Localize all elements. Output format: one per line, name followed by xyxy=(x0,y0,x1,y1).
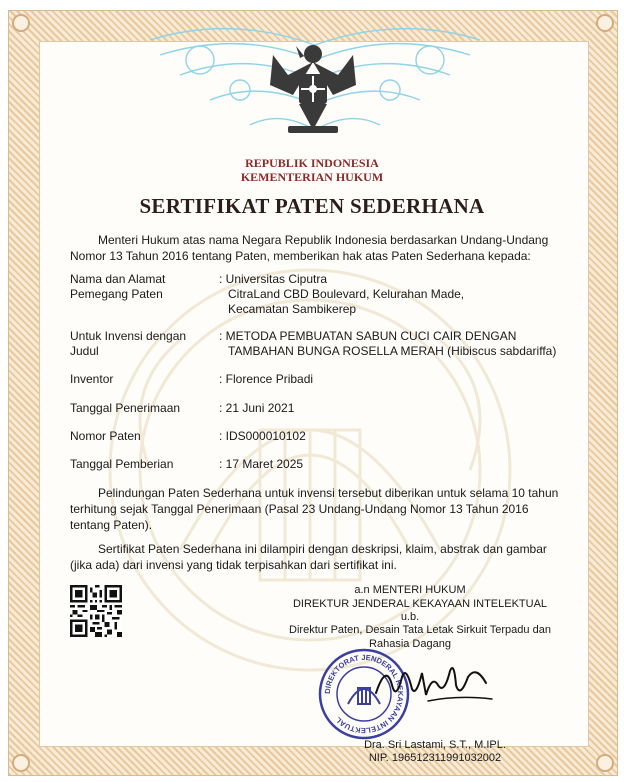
holder-value: CitraLand CBD Boulevard, Kelurahan Made, xyxy=(228,287,465,301)
ministry-heading: KEMENTERIAN HUKUM xyxy=(240,170,384,184)
patent-number-label: Nomor Paten xyxy=(70,429,141,443)
signatory-director-general: DIREKTUR JENDERAL KEKAYAAN INTELEKTUAL xyxy=(292,598,548,610)
protection-paragraph: Pelindungan Paten Sederhana untuk invensi tersebut diberikan untuk selama 10 tahun terhitung sejak Tanggal Penerimaan (Pasal 23 Undang-Undang Nomor 13 Tahun 2016 tentang Paten). xyxy=(70,486,559,532)
republic-heading: REPUBLIK INDONESIA xyxy=(245,156,379,170)
seal-text: DIREKTORAT JENDERAL KEKAYAAN INTELEKTUAL xyxy=(322,652,406,736)
intro-paragraph: Menteri Hukum atas nama Negara Republik Indonesia berdasarkan Undang-Undang Nomor 13 Tahun 2016 tentang Paten, memberikan hak atas Paten Sederhana kepada: xyxy=(70,233,549,263)
holder-value: : Universitas Ciputra xyxy=(219,272,328,286)
grant-date-label: Tanggal Pemberian xyxy=(70,457,174,471)
received-date-value: : 21 Juni 2021 xyxy=(219,401,295,415)
signatory-nip: NIP. 196512311991032002 xyxy=(368,752,502,764)
signatory-director: Direktur Paten, Desain Tata Letak Sirkuit Terpadu dan xyxy=(289,624,551,636)
page-title: SERTIFIKAT PATEN SEDERHANA xyxy=(139,194,485,218)
holder-label: Nama dan Alamat xyxy=(70,272,166,286)
grant-date-value: : 17 Maret 2025 xyxy=(219,457,304,471)
patent-number-value: : IDS000010102 xyxy=(219,429,306,443)
invention-label: Untuk Invensi dengan xyxy=(70,329,187,343)
corner-ornament xyxy=(12,754,30,772)
invention-title: : METODA PEMBUATAN SABUN CUCI CAIR DENGAN xyxy=(219,329,517,343)
qr-code-icon xyxy=(70,585,122,637)
top-edge xyxy=(0,0,624,8)
corner-ornament xyxy=(596,14,614,32)
inventor-value: : Florence Pribadi xyxy=(219,372,314,386)
inventor-label: Inventor xyxy=(70,372,114,386)
holder-label: Pemegang Paten xyxy=(70,287,163,301)
holder-value: Kecamatan Sambikerep xyxy=(228,302,357,316)
signatory-on-behalf: a.n MENTERI HUKUM xyxy=(354,584,466,596)
corner-ornament xyxy=(596,754,614,772)
received-date-label: Tanggal Penerimaan xyxy=(70,401,181,415)
attachment-paragraph: Sertifikat Paten Sederhana ini dilampiri dengan deskripsi, klaim, abstrak dan gambar (jika ada) dari invensi yang tidak terpisahkan dari sertifikat ini. xyxy=(70,542,547,572)
signatory-ub: u.b. xyxy=(400,611,420,623)
signatory-director: Rahasia Dagang xyxy=(369,638,451,650)
invention-label: Judul xyxy=(70,344,99,358)
signatory-name: Dra. Sri Lastami, S.T., M.IPL. xyxy=(364,739,506,751)
signature-icon xyxy=(368,655,498,710)
garuda-emblem-icon xyxy=(268,40,358,140)
corner-ornament xyxy=(12,14,30,32)
invention-title: TAMBAHAN BUNGA ROSELLA MERAH (Hibiscus sabdariffa) xyxy=(228,344,557,358)
